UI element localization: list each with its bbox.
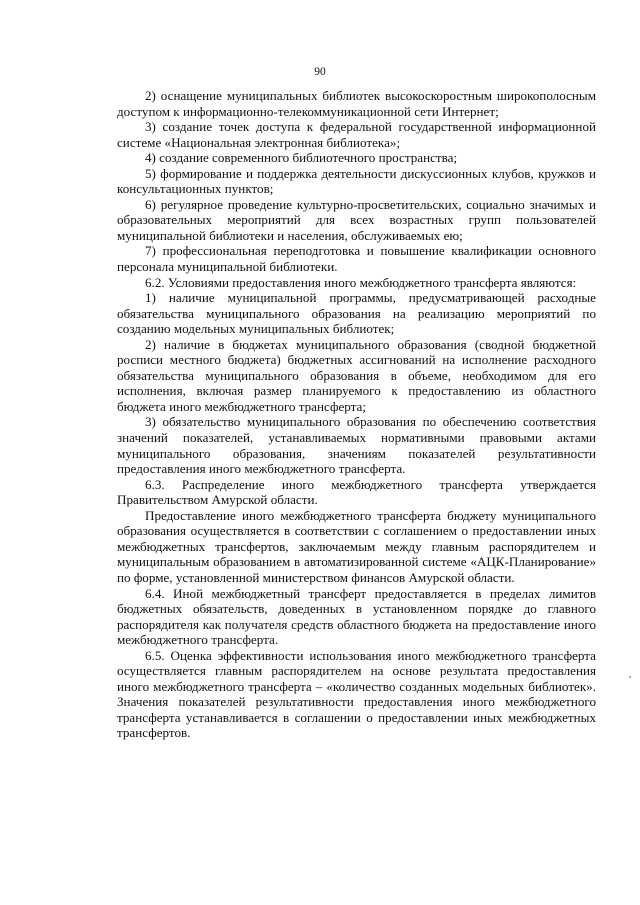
paragraph: 4) создание современного библиотечного пространства;	[145, 150, 458, 166]
paragraph: 6.4. Иной межбюджетный трансферт предоставляется в пределах лимитов бюджетных обязательств, доведенных в установленном порядке до главного распорядителя как получателя средств областного бюджета на предоставление иного межбюджетного трансферта.	[117, 585, 596, 648]
paragraph: 2) наличие в бюджетах муниципального образования (сводной бюджетной росписи местного бюджета) бюджетных ассигнований на исполнение расходного обязательства муниципального образования в объеме, необходимом для его исполнения, включая размер планируемого к предоставлению из областного бюджета иного межбюджетного трансферта;	[117, 336, 596, 414]
page-number: 90	[314, 66, 326, 78]
paragraph: Предоставление иного межбюджетного трансферта бюджету муниципального образования осуществляется в соответствии с соглашением о предоставлении иных межбюджетных трансфертов, заключаемым между главным распорядителем и муниципальным образованием в автоматизированной системе «АЦК-Планирование» по форме, установленной министерством финансов Амурской области.	[117, 507, 596, 585]
paragraph: 6.2. Условиями предоставления иного межбюджетного трансферта являются:	[145, 274, 577, 290]
paragraph: 5) формирование и поддержка деятельности дискуссионных клубов, кружков и консультационных пунктов;	[117, 165, 596, 197]
paragraph: 3) создание точек доступа к федеральной государственной информационной системе «Национальная электронная библиотека»;	[117, 119, 596, 150]
scan-speck	[629, 676, 631, 678]
paragraph: 6.3. Распределение иного межбюджетного трансферта утверждается Правительством Амурской области.	[117, 476, 596, 508]
body-text	[117, 88, 596, 741]
paragraph: 7) профессиональная переподготовка и повышение квалификации основного персонала муниципальной библиотеки.	[117, 243, 596, 275]
paragraph: 3) обязательство муниципального образования по обеспечению соответствия значений показателей, устанавливаемых нормативными правовыми актами муниципального образования, значениям показателей результативности предоставления иного межбюджетного трансферта.	[117, 414, 596, 477]
paragraph: 1) наличие муниципальной программы, предусматривающей расходные обязательства муниципального образования на реализацию мероприятий по созданию модельных муниципальных библиотек;	[117, 290, 596, 337]
paragraph: 6.5. Оценка эффективности использования иного межбюджетного трансферта осуществляется главным распорядителем на основе результата предоставления иного межбюджетного трансферта – «количество созданных модельных библиотек». Значения показателей результативности предоставления иного межбюджетного трансферта устанавливается в соглашении о предоставлении иных межбюджетных трансфертов.	[117, 647, 596, 741]
paragraph: 2) оснащение муниципальных библиотек высокоскоростным широкополосным доступом к информационно-телекоммуникационной сети Интернет;	[117, 88, 596, 119]
paragraph: 6) регулярное проведение культурно-просветительских, социально значимых и образовательных мероприятий для всех возрастных групп пользователей муниципальной библиотеки и населения, обслуживаемых ею;	[117, 196, 596, 243]
